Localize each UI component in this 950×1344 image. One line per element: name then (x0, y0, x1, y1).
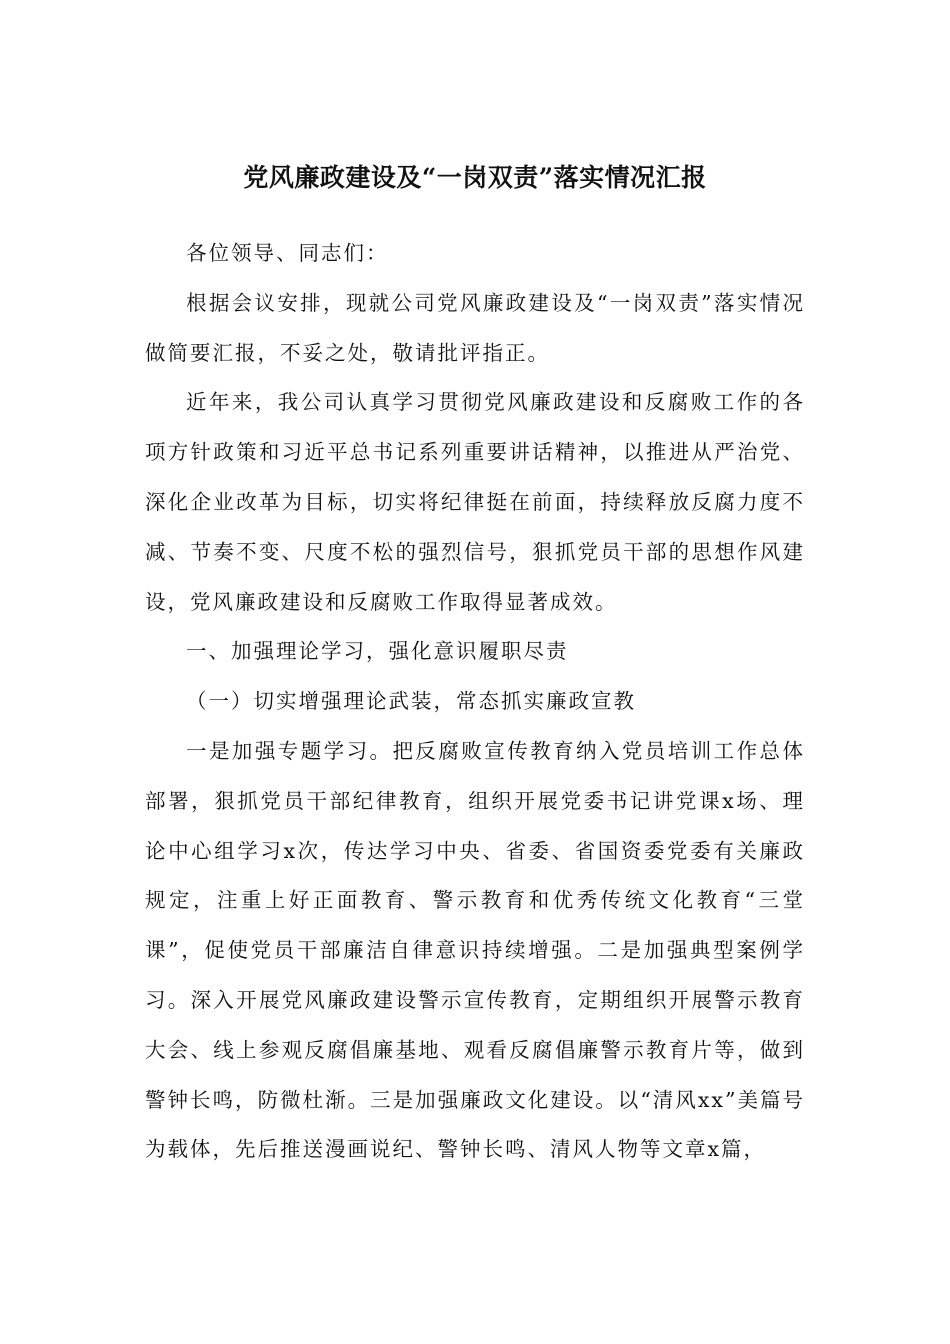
content-paragraph: 一是加强专题学习。把反腐败宣传教育纳入党员培训工作总体部署，狠抓党员干部纪律教育，组织开展党委书记讲党课x场、理论中心组学习x次，传达学习中央、省委、省国资委党委有关廉政规定，注重上好正面教育、警示教育和优秀传统文化教育“三堂课”，促使党员干部廉洁自律意识持续增强。二是加强典型案例学习。深入开展党风廉政建设警示宣传教育，定期组织开展警示教育大会、线上参观反腐倡廉基地、观看反腐倡廉警示教育片等，做到警钟长鸣，防微杜渐。三是加强廉政文化建设。以“清风xx”美篇号为载体，先后推送漫画说纪、警钟长鸣、清风人物等文章x篇， (145, 738, 805, 1162)
salutation-paragraph: 各位领导、同志们： (186, 241, 389, 265)
overview-paragraph: 近年来，我公司认真学习贯彻党风廉政建设和反腐败工作的各项方针政策和习近平总书记系列重要讲话精神，以推进从严治党、深化企业改革为目标，切实将纪律挺在前面，持续释放反腐力度不减、节奏不变、尺度不松的强烈信号，狠抓党员干部的思想作风建设，党风廉政建设和反腐败工作取得显著成效。 (145, 390, 805, 614)
section-heading: 一、加强理论学习，强化意识履职尽责 (186, 639, 569, 664)
intro-paragraph: 根据会议安排，现就公司党风廉政建设及“一岗双责”落实情况做简要汇报，不妥之处，敬请批评指正。 (145, 290, 805, 365)
subsection-heading: （一）切实增强理论武装，常态抓实廉政宣教 (186, 689, 636, 714)
document-title: 党风廉政建设及“一岗双责”落实情况汇报 (243, 163, 707, 192)
document-body (145, 229, 805, 1175)
